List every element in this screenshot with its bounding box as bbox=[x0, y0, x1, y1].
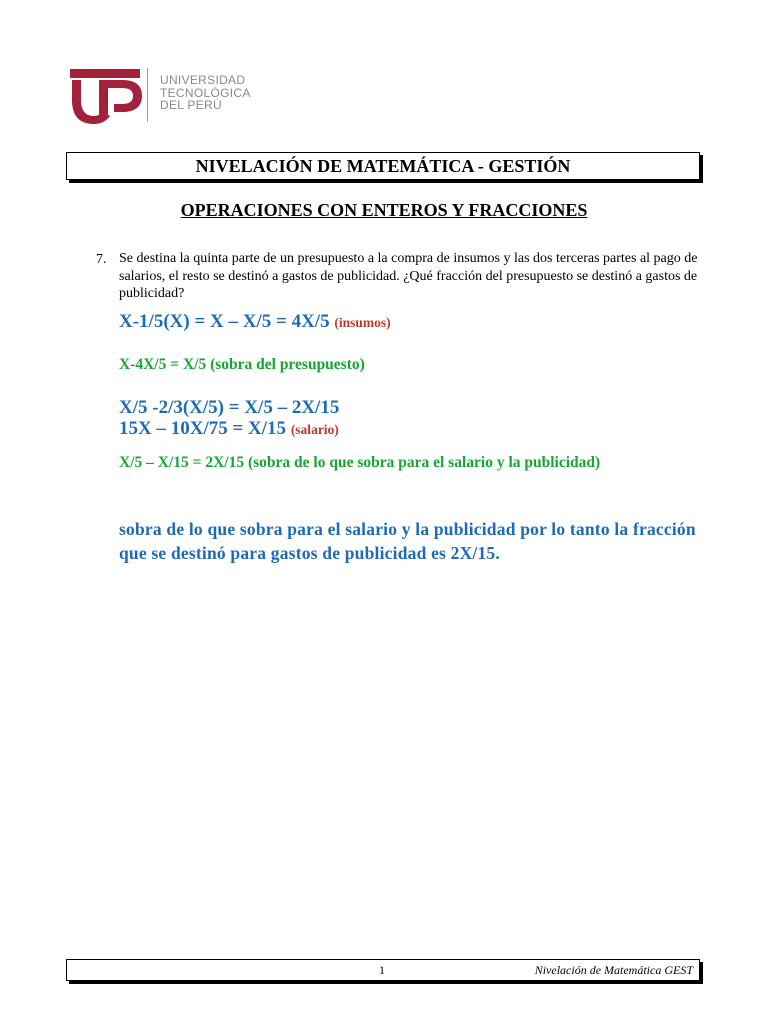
university-logo bbox=[70, 66, 260, 126]
institution-name bbox=[160, 74, 251, 112]
page-footer bbox=[66, 959, 700, 981]
solution-line-4 bbox=[119, 418, 339, 440]
utp-logo-icon bbox=[70, 66, 146, 126]
problem-number: 7. bbox=[96, 252, 107, 267]
solution-line-1 bbox=[119, 311, 391, 333]
institution-line-3: DEL PERÚ bbox=[160, 98, 222, 112]
page-number: 1 bbox=[379, 963, 385, 977]
document-subtitle: OPERACIONES CON ENTEROS Y FRACCIONES bbox=[180, 200, 588, 220]
equation-salario: 15X – 10X/75 = X/15 bbox=[119, 418, 287, 439]
problem-statement: Se destina la quinta parte de un presupuesto a la compra de insumos y las dos terceras partes al pago de salarios, el resto se destinó a gastos de publicidad. ¿Qué fracción del presupuesto se destinó a gastos de publicidad? bbox=[119, 251, 698, 301]
note-salario: (salario) bbox=[290, 422, 339, 437]
footer-title: Nivelación de Matemática GEST bbox=[534, 963, 693, 977]
note-insumos: (insumos) bbox=[334, 315, 391, 330]
solution-line-2: X-4X/5 = X/5 (sobra del presupuesto) bbox=[119, 356, 365, 373]
conclusion-text: sobra de lo que sobra para el salario y la publicidad por lo tanto la fracción que se destinó para gastos de publicidad es 2X/15. bbox=[119, 519, 696, 563]
equation-insumos: X-1/5(X) = X – X/5 = 4X/5 bbox=[119, 311, 330, 332]
institution-line-1: UNIVERSIDAD bbox=[160, 73, 246, 87]
institution-line-2: TECNOLÓGICA bbox=[160, 85, 251, 100]
solution-line-5: X/5 – X/15 = 2X/15 (sobra de lo que sobra para el salario y la publicidad) bbox=[119, 454, 601, 471]
solution-line-3: X/5 -2/3(X/5) = X/5 – 2X/15 bbox=[119, 397, 340, 418]
logo-separator bbox=[147, 68, 148, 122]
document-title: NIVELACIÓN DE MATEMÁTICA - GESTIÓN bbox=[66, 152, 700, 180]
